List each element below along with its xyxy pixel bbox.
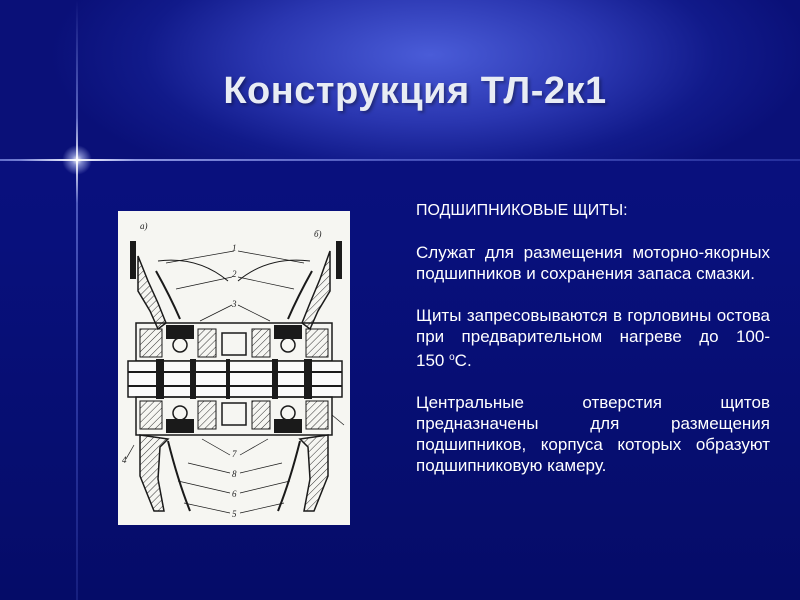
section-heading: ПОДШИПНИКОВЫЕ ЩИТЫ: bbox=[416, 202, 628, 219]
shaft-collar-2 bbox=[190, 359, 196, 399]
bearing-race-1 bbox=[166, 325, 194, 339]
bearing-race-4 bbox=[274, 419, 302, 433]
shaft-break bbox=[226, 359, 230, 399]
paragraph-openings: Центральные отверстия щитов предназначены для размещения подшипников, корпуса которых образуют подшипниковую камеру. bbox=[416, 393, 770, 475]
paragraph-pressing bbox=[416, 305, 770, 371]
callout-4: 4 bbox=[122, 455, 127, 465]
bearing-center-bottom bbox=[222, 403, 246, 425]
callout-2: 2 bbox=[232, 269, 237, 279]
callout-1: 1 bbox=[232, 243, 237, 253]
housing-block-2 bbox=[198, 329, 216, 357]
shaft-collar-3 bbox=[272, 359, 278, 399]
slide-title: Конструкция ТЛ-2к1 bbox=[223, 70, 607, 112]
shield-inner-right-bottom bbox=[278, 441, 300, 511]
roller-4 bbox=[281, 406, 295, 420]
shield-arm-left-top bbox=[138, 256, 166, 329]
paragraph-purpose: Служат для размещения моторно-якорных подшипников и сохранения запаса смазки. bbox=[416, 243, 770, 283]
shield-arm-left-bottom bbox=[140, 435, 168, 511]
housing-block-7 bbox=[252, 401, 270, 429]
description-text bbox=[416, 200, 770, 476]
shaft-collar-1 bbox=[156, 359, 164, 399]
housing-block-1 bbox=[140, 329, 162, 357]
bearing-shield-drawing bbox=[118, 211, 350, 525]
bolt-left bbox=[130, 241, 136, 279]
housing-block-4 bbox=[306, 329, 328, 357]
temperature-unit: С. bbox=[454, 351, 472, 370]
shield-arm-right-bottom bbox=[300, 435, 328, 511]
label-b: б) bbox=[314, 229, 322, 239]
label-a: а) bbox=[140, 221, 148, 231]
housing-block-5 bbox=[140, 401, 162, 429]
degree-sign: о bbox=[449, 352, 455, 363]
roller-2 bbox=[281, 338, 295, 352]
shield-curve-left bbox=[158, 260, 228, 281]
shield-inner-left-bottom bbox=[168, 441, 190, 511]
sparkle-ray-vertical bbox=[76, 118, 78, 203]
shaft-collar-4 bbox=[304, 359, 312, 399]
callout-3: 3 bbox=[232, 299, 237, 309]
shield-curve-right bbox=[238, 260, 310, 281]
housing-block-8 bbox=[306, 401, 328, 429]
housing-block-6 bbox=[198, 401, 216, 429]
roller-3 bbox=[173, 406, 187, 420]
paragraph-pressing-text: Щиты запресовываются в горловины остова при предварительном нагреве до 100-150 bbox=[416, 306, 770, 370]
bearing-race-2 bbox=[274, 325, 302, 339]
technical-drawing-svg bbox=[118, 211, 350, 525]
callout-7: 7 bbox=[232, 449, 237, 459]
shield-arm-right-top bbox=[302, 251, 330, 329]
callout-6: 6 bbox=[232, 489, 237, 499]
bearing-race-3 bbox=[166, 419, 194, 433]
housing-block-3 bbox=[252, 329, 270, 357]
callout-8: 8 bbox=[232, 469, 237, 479]
callout-5: 5 bbox=[232, 509, 237, 519]
roller-1 bbox=[173, 338, 187, 352]
bolt-right bbox=[336, 241, 342, 279]
bearing-center-top bbox=[222, 333, 246, 355]
